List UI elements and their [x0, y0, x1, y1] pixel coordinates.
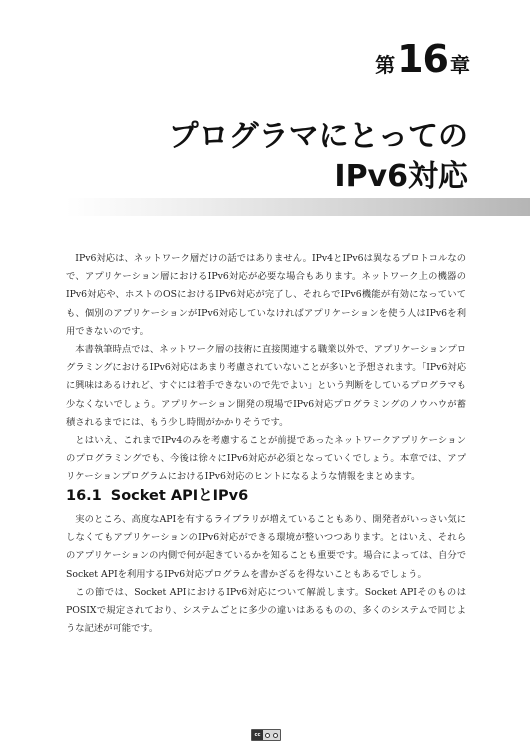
- license-terms-icons: [263, 733, 280, 738]
- chapter-number-label: [375, 37, 470, 81]
- section-paragraph: この節では、Socket APIにおけるIPv6対応について解説します。Socket APIそのものはPOSIXで規定されており、システムごとに多少の違いはあるものの、多くのシステムで同じような記述が可能です。: [66, 586, 466, 635]
- chapter-title-line-1: プログラマにとっての: [168, 119, 468, 154]
- noncommercial-icon: [273, 733, 278, 738]
- attribution-icon: [265, 733, 270, 738]
- chapter-number: 16: [397, 37, 448, 81]
- section-number: 16.1: [66, 488, 102, 504]
- chapter-title-line-2: IPv6対応: [334, 159, 468, 194]
- chapter-prefix: 第: [375, 53, 396, 77]
- section-title: Socket APIとIPv6: [110, 488, 249, 504]
- section-text: [66, 511, 466, 638]
- chapter-title: [169, 117, 468, 197]
- cc-logo: cc: [252, 730, 263, 740]
- intro-paragraph: 本書執筆時点では、ネットワーク層の技術に直接関連する職業以外で、アプリケーションプログラミングにおけるIPv6対応はあまり考慮されていないことが多いと予想されます。「IPv6対応に興味はあるけれど、すぐには着手できないので先でよい」という判断をしているプログラマも少なくないでしょう。アプリケーション開発の現場でIPv6対応プログラミングのノウハウが蓄積されるまでには、もう少し時間がかかりそうです。: [66, 344, 466, 428]
- intro-paragraph: IPv6対応は、ネットワーク層だけの話ではありません。IPv4とIPv6は異なるプロトコルなので、アプリケーション層におけるIPv6対応が必要な場合もあります。ネットワーク上の機器のIPv6対応や、ホストのOSにおけるIPv6対応が完了し、それらでIPv6機能が有効になっていても、個別のアプリケーションがIPv6対応していなければアプリケーションを使う人はIPv6を利用できないのです。: [66, 253, 466, 337]
- section-paragraph: 実のところ、高度なAPIを有するライブラリが増えていることもあり、開発者がいっさい気にしなくてもアプリケーションのIPv6対応ができる環境が整いつつあります。とはいえ、それらのアプリケーションの内側で何が起きているかを知ることも重要です。場合によっては、自分でSocket APIを利用するIPv6対応プログラムを書かざるを得ないこともあるでしょう。: [66, 514, 466, 580]
- creative-commons-license-icon: [251, 729, 281, 741]
- section-heading: [66, 484, 248, 505]
- chapter-suffix: 章: [450, 53, 470, 77]
- intro-paragraph: とはいえ、これまでIPv4のみを考慮することが前提であったネットワークアプリケーションのプログラミングでも、今後は徐々にIPv6対応が必須となっていくでしょう。本章では、アプリケーションプログラムにおけるIPv6対応のヒントになるような情報をまとめます。: [66, 435, 466, 483]
- intro-text: [66, 250, 466, 487]
- title-gradient-bar: [66, 198, 530, 216]
